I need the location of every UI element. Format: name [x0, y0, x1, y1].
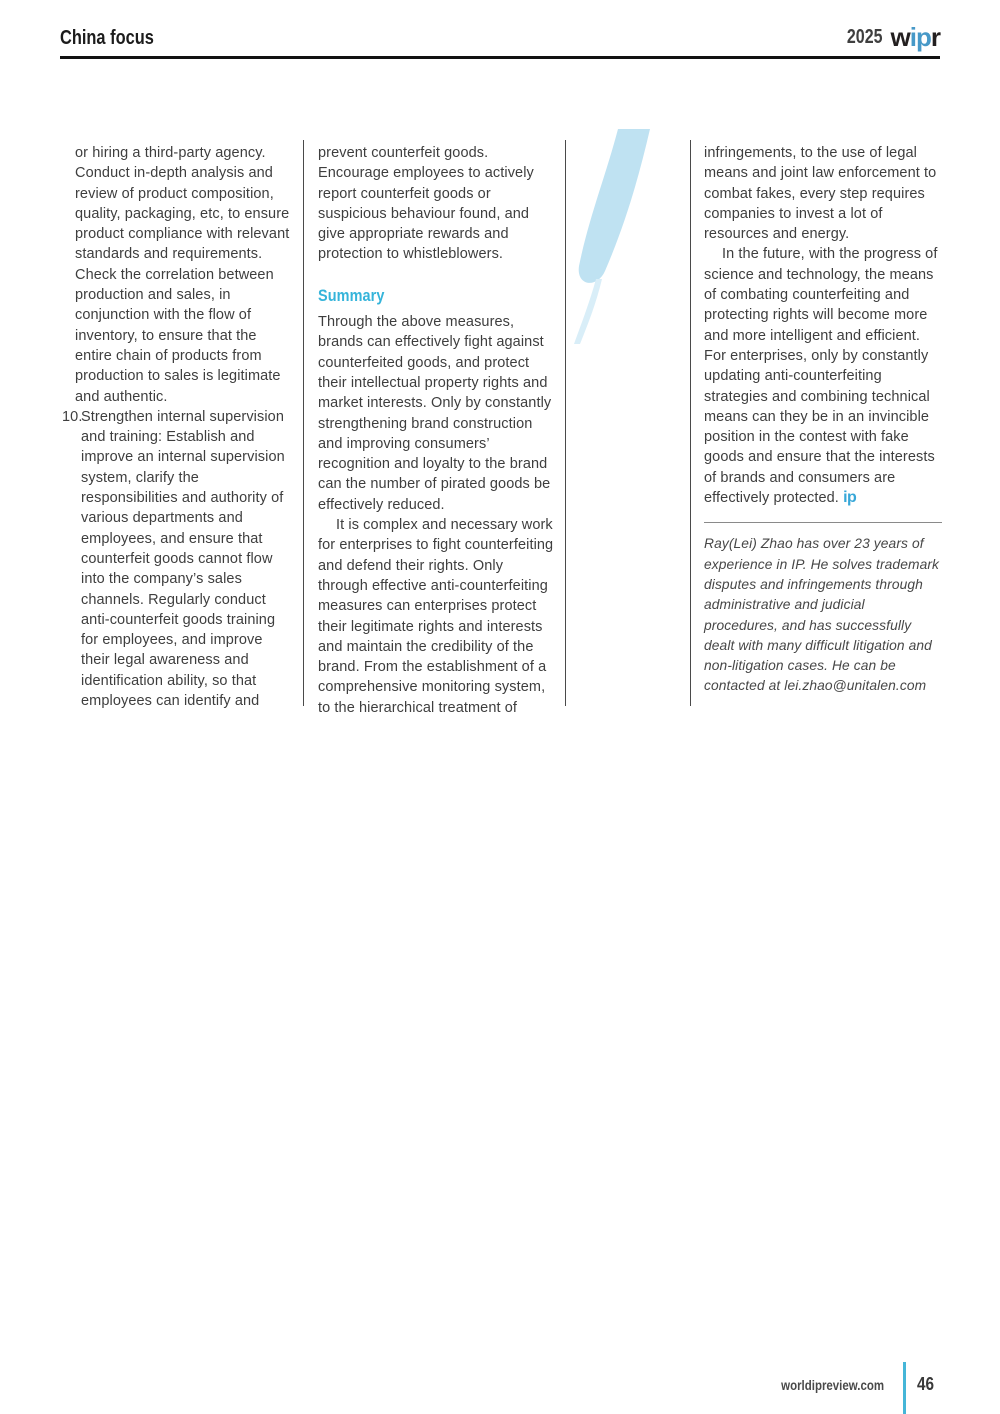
column-4: [704, 143, 942, 697]
column-2: [318, 143, 557, 718]
section-title: China focus: [60, 27, 154, 49]
column4-paragraph1: infringements, to the use of legal means and joint law enforcement to combat fakes, every step requires companies to invest a lot of resources and energy.: [704, 145, 937, 243]
page-number: 46: [917, 1374, 935, 1394]
list-number: 10.: [62, 408, 83, 425]
list-item-text: Strengthen internal supervision and training: Establish and improve an internal supervision system, clarify the responsibilities and authority of various departments and employees, and ensure that counterfeit goods cannot flow into the company’s sales channels. Regularly conduct anti-counterfeit goods training for employees, and improve their legal awareness and identification ability, so that employees can identify and: [81, 408, 285, 710]
column-divider-1: [303, 140, 304, 706]
logo-ip: ip: [909, 22, 931, 52]
year-label: 2025: [846, 25, 883, 48]
article-end-mark: ip: [843, 489, 857, 507]
summary-heading: Summary: [318, 285, 385, 305]
column-divider-3: [690, 140, 691, 706]
wipr-logo: [891, 24, 940, 50]
header-rule: [60, 56, 940, 59]
column1-paragraph: or hiring a third-party agency. Conduct in-depth analysis and review of product composition, quality, packaging, etc, to ensure product compliance with relevant standards and requirements. Check the correlation between production and sales, in conjunction with the flow of inventory, to ensure that the entire chain of products from production to sales is legitimate and authentic.: [75, 145, 290, 405]
pull-quote-text: [576, 143, 683, 174]
column4-paragraph2-text: In the future, with the progress of science and technology, the means of combating counterfeiting and protecting rights will become more and more intelligent and efficient. For enterprises, only by constantly updating anti-counterfeiting strategies and combining technical means can they be in an invincible position in the contest with fake goods and ensure that the interests of brands and consumers are effectively protected.: [704, 246, 938, 507]
column-1: [60, 143, 293, 711]
logo-w: w: [890, 22, 910, 52]
column-divider-2: [565, 140, 566, 706]
footer-divider: [903, 1362, 906, 1414]
numbered-list-item: [62, 407, 293, 711]
masthead-right: [838, 24, 940, 50]
logo-r: r: [930, 22, 940, 52]
column4-paragraph2: [704, 244, 942, 508]
column2-paragraph3: It is complex and necessary work for enterprises to fight counterfeiting and defend their rights. Only through effective anti-counterfeiting measures can enterprises protect their legitimate rights and interests and maintain the credibility of the brand. From the establishment of a comprehensive monitoring system, to the hierarchical treatment of: [318, 517, 554, 716]
pull-quote: [576, 143, 682, 174]
column2-paragraph2: Through the above measures, brands can effectively fight against counterfeited goods, and protect their intellectual property rights and market interests. Only by constantly strengthening brand construction and improving consumers’ recognition and loyalty to the brand can the number of pirated goods be effectively reduced.: [318, 314, 552, 513]
author-bio: Ray(Lei) Zhao has over 23 years of experience in IP. He solves trademark disputes and infringements through administrative and judicial procedures, and has successfully dealt with many difficult litigation and non-litigation cases. He can be contacted at lei.zhao@unitalen.com: [704, 522, 942, 696]
column2-paragraph1: prevent counterfeit goods. Encourage employees to actively report counterfeit goods or suspicious behaviour found, and give appropriate rewards and protection to whistleblowers.: [318, 145, 534, 263]
footer-website: worldipreview.com: [781, 1378, 884, 1393]
